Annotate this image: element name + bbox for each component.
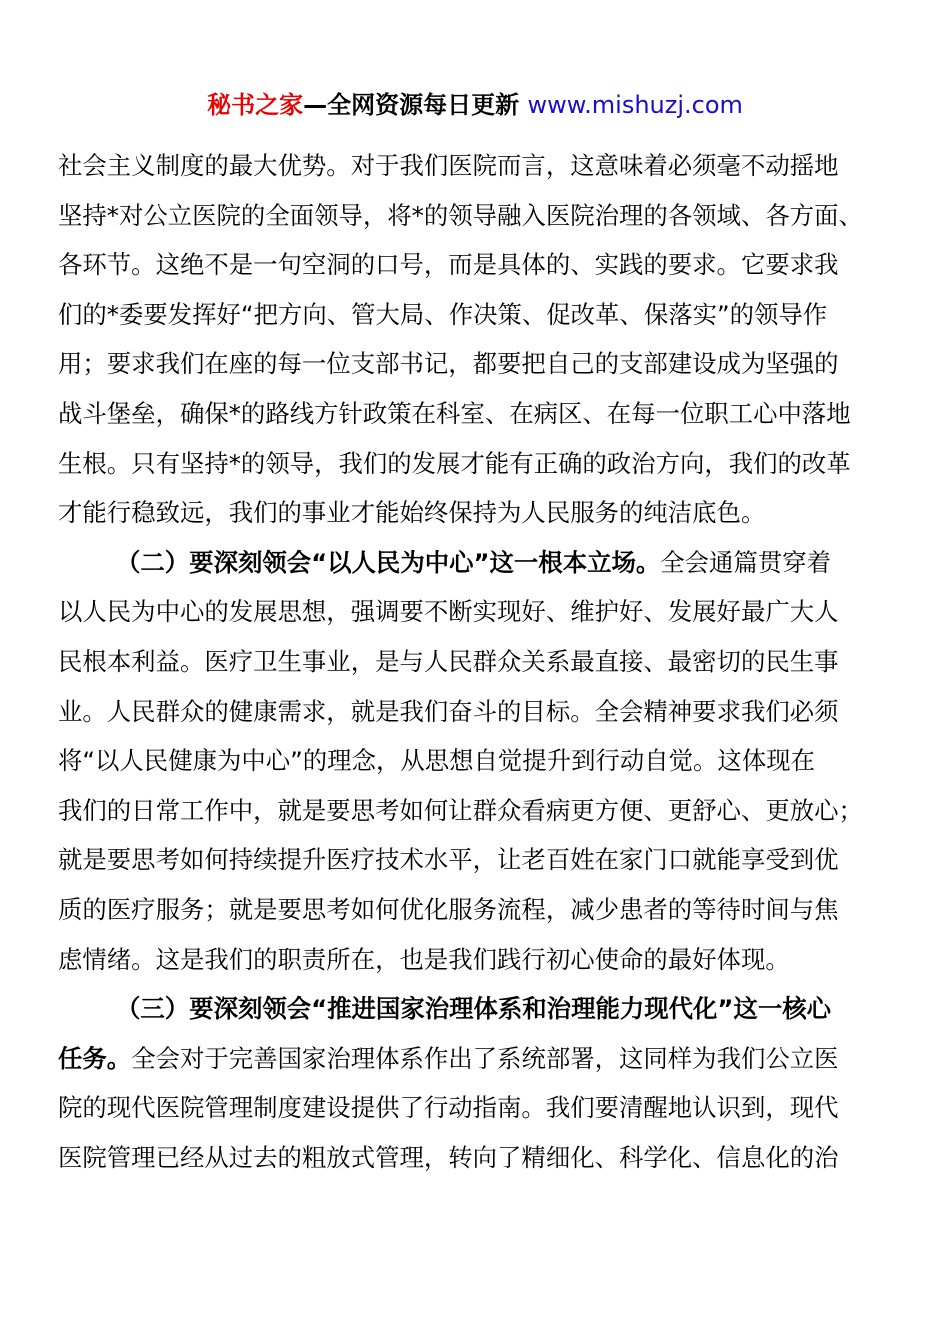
text-run: 全会对于完善国家治理体系作出了系统部署，这同样为我们公立医	[131, 1043, 839, 1073]
text-line: 生根。只有坚持*的领导，我们的发展才能有正确的政治方向，我们的改革	[58, 448, 851, 478]
text-line: 用；要求我们在座的每一位支部书记，都要把自己的支部建设成为坚强的	[58, 349, 839, 379]
website-link[interactable]: www.mishuzj.com	[527, 91, 743, 119]
paragraph-second-line	[58, 1034, 894, 1084]
text-line: 民根本利益。医疗卫生事业，是与人民群众关系最直接、最密切的民生事	[58, 646, 839, 676]
text-line: 坚持*对公立医院的全面领导，将*的领导融入医院治理的各领域、各方面、	[58, 200, 863, 230]
page-header	[0, 88, 950, 122]
text-line: 院的现代医院管理制度建设提供了行动指南。我们要清醒地认识到，现代	[58, 1093, 839, 1123]
section-heading: （二）要深刻领会“以人民为中心”这一根本立场。	[116, 547, 661, 577]
text-line: 虑情绪。这是我们的职责所在，也是我们践行初心使命的最好体现。	[58, 944, 790, 974]
text-line: 将“以人民健康为中心”的理念，从思想自觉提升到行动自觉。这体现在	[58, 746, 815, 776]
text-line: 医院管理已经从过去的粗放式管理，转向了精细化、科学化、信息化的治	[58, 1142, 839, 1172]
text-line: 社会主义制度的最大优势。对于我们医院而言，这意味着必须毫不动摇地	[58, 151, 839, 180]
paragraph-first-line	[58, 538, 894, 588]
document-body	[58, 141, 894, 1182]
text-line: 们的*委要发挥好“把方向、管大局、作决策、促改革、保落实”的领导作	[58, 299, 828, 329]
text-line: 质的医疗服务；就是要思考如何优化服务流程，减少患者的等待时间与焦	[58, 894, 839, 924]
text-line: 就是要思考如何持续提升医疗技术水平，让老百姓在家门口就能享受到优	[58, 845, 839, 875]
text-line: 战斗堡垒，确保*的路线方针政策在科室、在病区、在每一位职工心中落地	[58, 398, 851, 428]
text-run: 全会通篇贯穿着	[660, 547, 832, 577]
text-line: 各环节。这绝不是一句空洞的口号，而是具体的、实践的要求。它要求我	[58, 250, 839, 280]
header-slogan: —全网资源每日更新	[303, 91, 528, 119]
text-line: 才能行稳致远，我们的事业才能始终保持为人民服务的纯洁底色。	[58, 498, 766, 528]
section-heading-end: 任务。	[58, 1043, 132, 1073]
text-line: 我们的日常工作中，就是要思考如何让群众看病更方便、更舒心、更放心；	[58, 795, 863, 825]
brand-name: 秘书之家	[207, 91, 304, 119]
text-line: 业。人民群众的健康需求，就是我们奋斗的目标。全会精神要求我们必须	[58, 696, 839, 726]
section-heading: （三）要深刻领会“推进国家治理体系和治理能力现代化”这一核心	[116, 994, 831, 1024]
text-line: 以人民为中心的发展思想，强调要不断实现好、维护好、发展好最广大人	[58, 597, 839, 627]
